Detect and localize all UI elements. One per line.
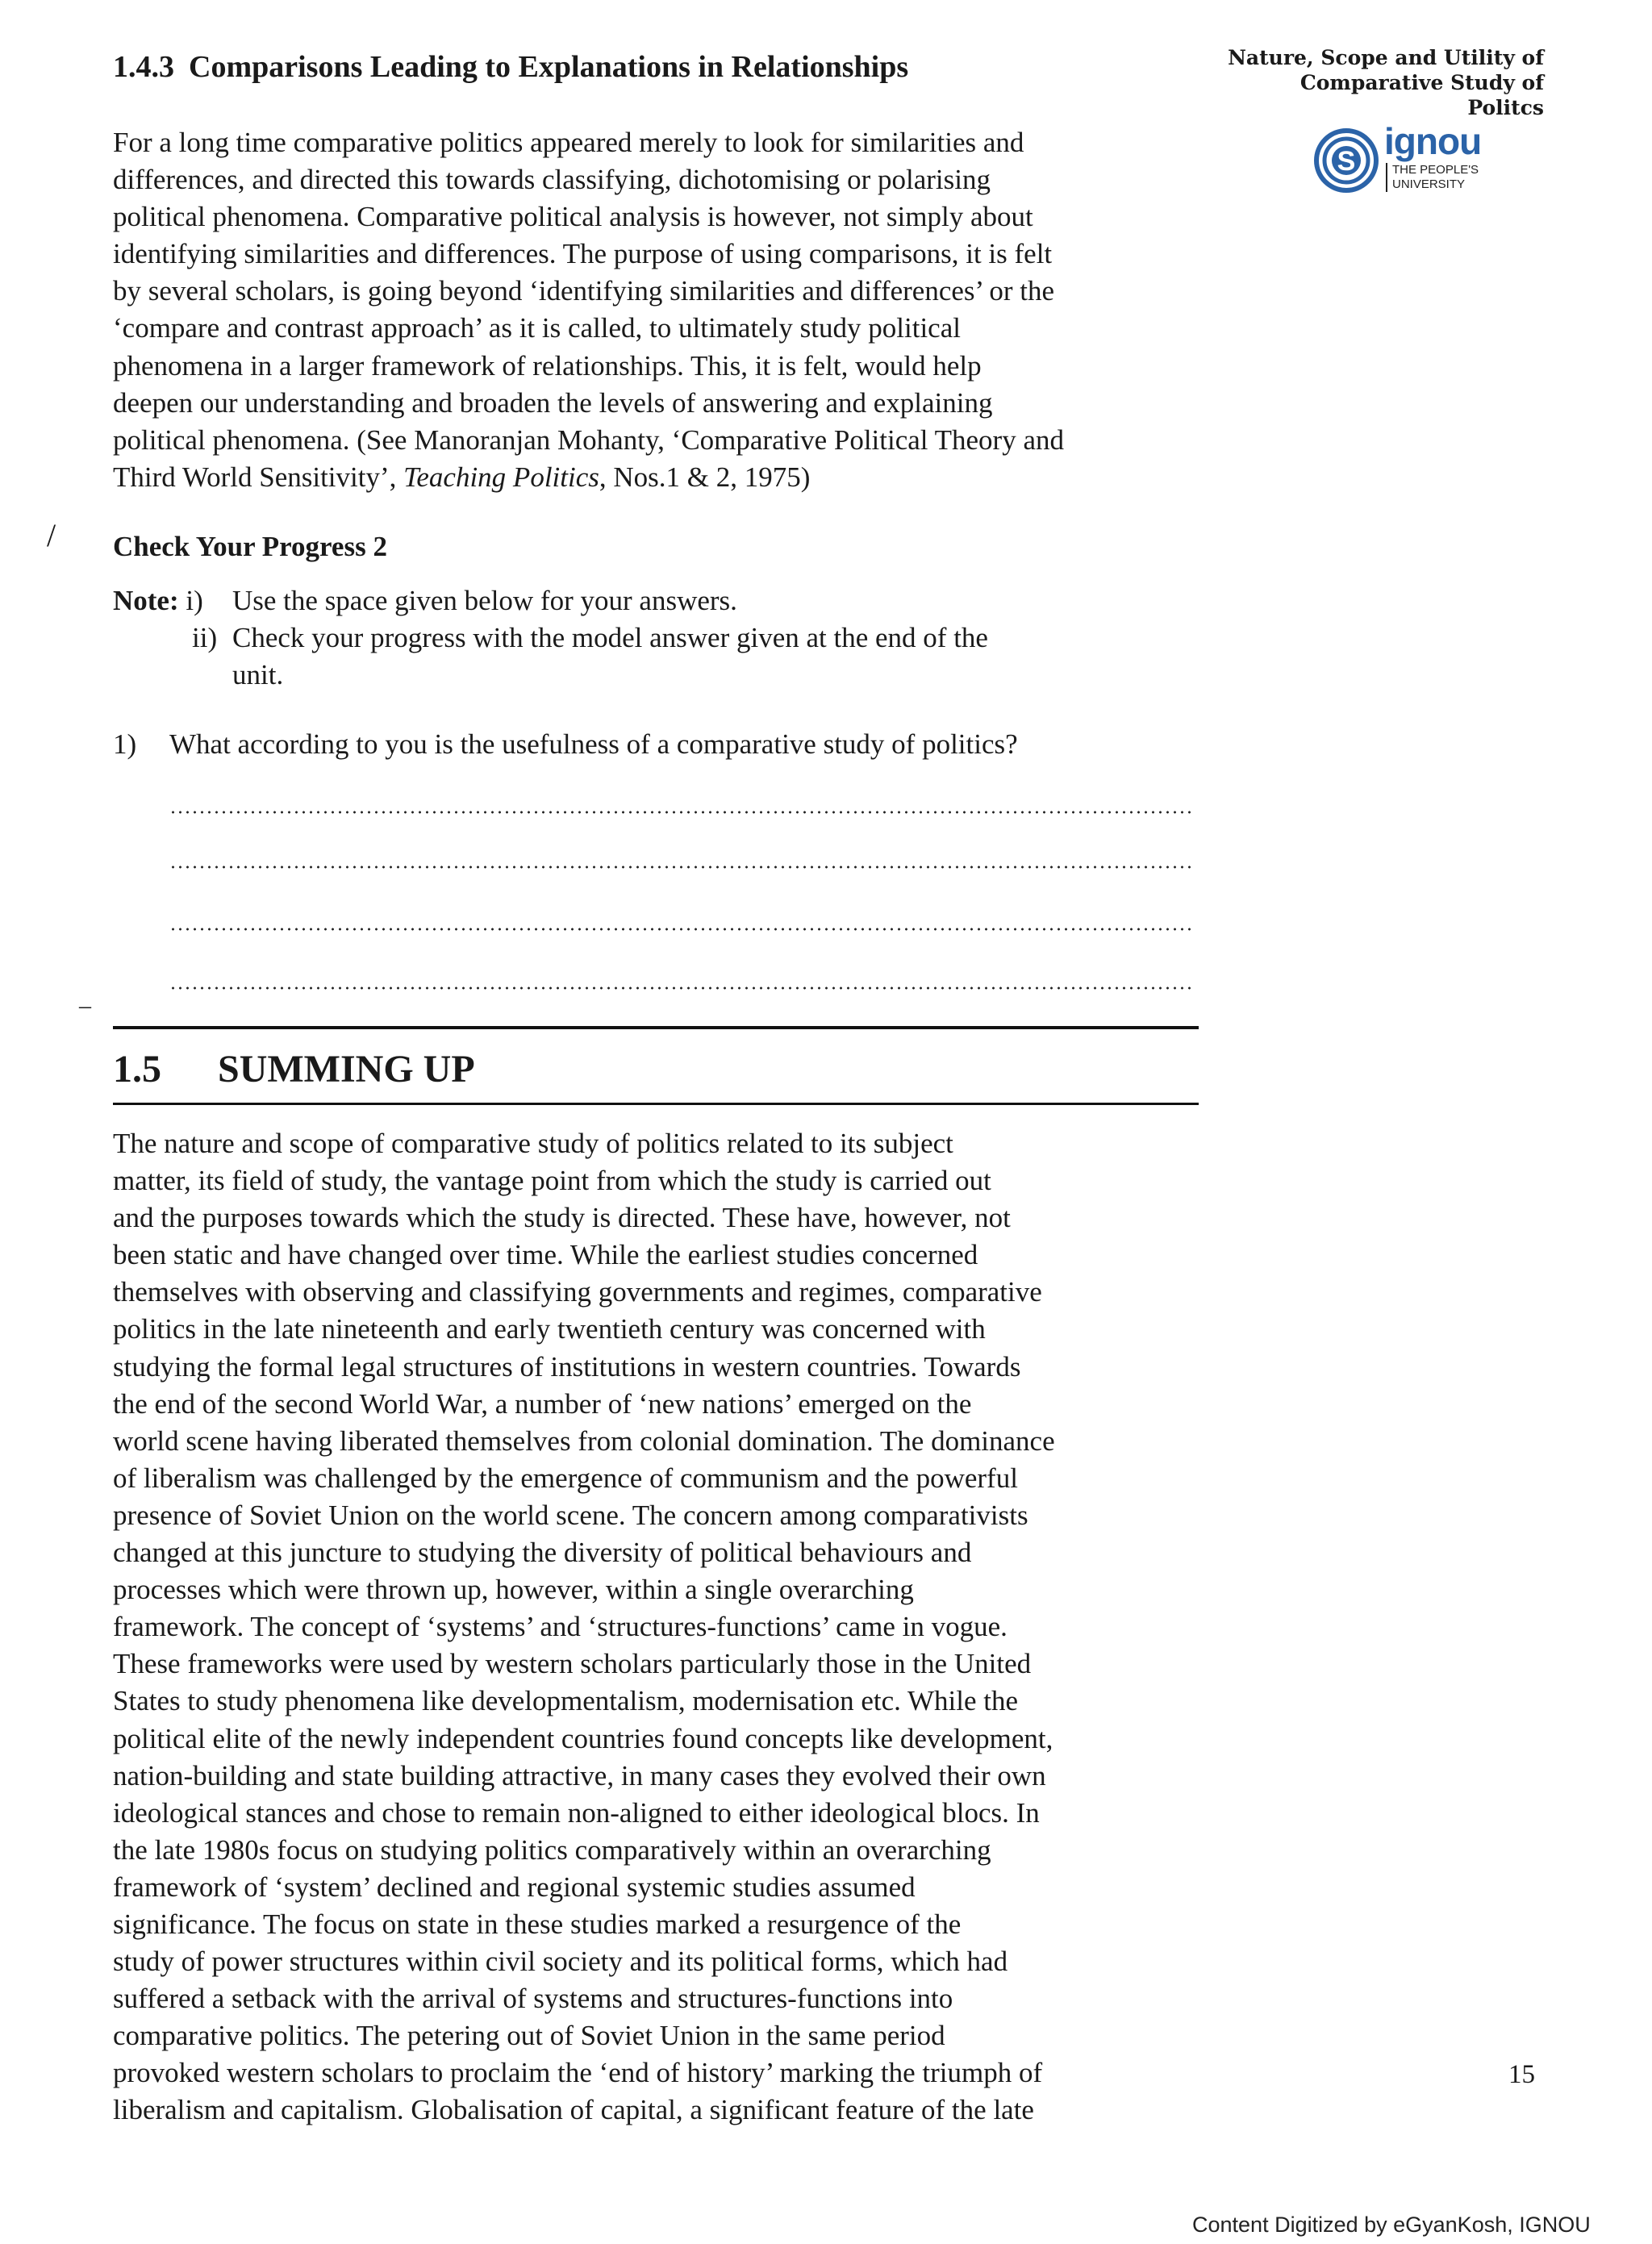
logo-tagline bbox=[1386, 163, 1479, 192]
text-line: identifying similarities and differences. The purpose of using comparisons, it is felt bbox=[113, 238, 1053, 270]
text-line: by several scholars, is going beyond ‘identifying similarities and differences’ or the bbox=[113, 275, 1054, 307]
text-line: the late 1980s focus on studying politics comparatively within an overarching bbox=[113, 1833, 991, 1866]
question bbox=[113, 726, 1018, 763]
text-line: framework of ‘system’ declined and regional systemic studies assumed bbox=[113, 1871, 916, 1903]
answer-line[interactable] bbox=[169, 865, 1194, 870]
note-index: i) bbox=[186, 585, 203, 616]
section-paragraph bbox=[113, 124, 1198, 496]
section-title: Comparisons Leading to Explanations in Relationships bbox=[189, 50, 909, 84]
text-line bbox=[113, 459, 1198, 496]
text-line: processes which were thrown up, however, within a single overarching bbox=[113, 1574, 914, 1606]
section-1-4-3 bbox=[113, 47, 1198, 496]
answer-line[interactable] bbox=[169, 810, 1194, 815]
text-line: provoked western scholars to proclaim the ‘end of history’ marking the triumph of bbox=[113, 2057, 1043, 2089]
text-line: The nature and scope of comparative study of politics related to its subject bbox=[113, 1128, 953, 1159]
citation-pre: Third World Sensitivity’, bbox=[113, 461, 404, 493]
text-line: framework. The concept of ‘systems’ and ‘structures-functions’ came in vogue. bbox=[113, 1611, 1007, 1643]
text-line: liberalism and capitalism. Globalisation of capital, a significant feature of the late bbox=[113, 2094, 1034, 2126]
note-text: Use the space given below for your answers. bbox=[232, 585, 737, 616]
text-line: These frameworks were used by western scholars particularly those in the United bbox=[113, 1648, 1032, 1680]
section-number: 1.5 bbox=[113, 1048, 161, 1091]
running-header-line: Politcs bbox=[1467, 96, 1544, 119]
text-line: For a long time comparative politics appeared merely to look for similarities and bbox=[113, 127, 1024, 158]
text-line: matter, its field of study, the vantage point from which the study is carried out bbox=[113, 1165, 991, 1197]
text-line: changed at this juncture to studying the diversity of political behaviours and bbox=[113, 1537, 972, 1569]
note-text: Check your progress with the model answer given at the end of the bbox=[232, 622, 988, 653]
pen-mark-dash: – bbox=[79, 992, 91, 1019]
section-rule-bottom bbox=[113, 1103, 1199, 1105]
summing-up-body bbox=[113, 1125, 1198, 2129]
question-number: 1) bbox=[113, 728, 137, 760]
answer-line[interactable] bbox=[169, 986, 1194, 991]
note-row bbox=[113, 582, 1198, 619]
section-heading bbox=[113, 47, 1198, 87]
text-line: political phenomena. Comparative political analysis is however, not simply about bbox=[113, 201, 1033, 233]
check-progress-notes bbox=[113, 582, 1198, 694]
svg-text:S: S bbox=[1337, 146, 1356, 177]
text-line: presence of Soviet Union on the world scene. The concern among comparativists bbox=[113, 1499, 1028, 1531]
text-line: ‘compare and contrast approach’ as it is called, to ultimately study political bbox=[113, 312, 961, 344]
citation-post: , Nos.1 & 2, 1975) bbox=[599, 461, 811, 493]
summing-up-heading bbox=[113, 1045, 475, 1094]
text-line: the end of the second World War, a number of ‘new nations’ emerged on the bbox=[113, 1387, 972, 1420]
text-line: deepen our understanding and broaden the levels of answering and explaining bbox=[113, 386, 993, 419]
text-line: and the purposes towards which the study is directed. These have, however, not bbox=[113, 1202, 1011, 1234]
logo-wordmark: ignou bbox=[1384, 120, 1482, 162]
note-tag bbox=[113, 582, 232, 619]
digitization-footer: Content Digitized by eGyanKosh, IGNOU bbox=[1192, 2213, 1591, 2237]
text-line: politics in the late nineteenth and early twentieth century was concerned with bbox=[113, 1313, 986, 1345]
note-row bbox=[113, 619, 1198, 657]
answer-line[interactable] bbox=[169, 927, 1194, 932]
page-number: 15 bbox=[1508, 2060, 1535, 2089]
text-line: differences, and directed this towards classifying, dichotomising or polarising bbox=[113, 164, 991, 196]
text-line: suffered a setback with the arrival of systems and structures-functions into bbox=[113, 1983, 953, 2015]
section-rule-top bbox=[113, 1026, 1199, 1029]
ignou-emblem-icon bbox=[1313, 127, 1379, 194]
question-text: What according to you is the usefulness of a comparative study of politics? bbox=[169, 728, 1018, 760]
text-line: been static and have changed over time. While the earliest studies concerned bbox=[113, 1239, 978, 1271]
text-line: of liberalism was challenged by the emergence of communism and the powerful bbox=[113, 1462, 1018, 1494]
note-label: Note: bbox=[113, 585, 179, 616]
section-number: 1.4.3 bbox=[113, 50, 174, 84]
journal-title: Teaching Politics bbox=[403, 461, 599, 493]
running-header-line: Nature, Scope and Utility of bbox=[1228, 46, 1544, 69]
text-line: world scene having liberated themselves from colonial domination. The dominance bbox=[113, 1424, 1055, 1457]
text-line: study of power structures within civil society and its political forms, which had bbox=[113, 1946, 1008, 1978]
text-line: States to study phenomena like developmentalism, modernisation etc. While the bbox=[113, 1685, 1019, 1717]
check-progress-title: Check Your Progress 2 bbox=[113, 531, 387, 562]
text-line: phenomena in a larger framework of relationships. This, it is felt, would help bbox=[113, 349, 982, 382]
logo-tagline-line: UNIVERSITY bbox=[1392, 177, 1466, 191]
section-title: SUMMING UP bbox=[218, 1048, 475, 1091]
note-row bbox=[113, 657, 1198, 694]
text-line: political elite of the newly independent countries found concepts like development, bbox=[113, 1722, 1053, 1754]
note-spacer bbox=[113, 657, 232, 694]
text-line: nation-building and state building attractive, in many cases they evolved their own bbox=[113, 1759, 1046, 1791]
running-header bbox=[1228, 45, 1544, 120]
running-header-line: Comparative Study of bbox=[1299, 71, 1544, 94]
text-line: political phenomena. (See Manoranjan Mohanty, ‘Comparative Political Theory and bbox=[113, 423, 1064, 456]
text-line: comparative politics. The petering out of Soviet Union in the same period bbox=[113, 2020, 945, 2052]
note-text-cont: unit. bbox=[232, 659, 284, 690]
text-line: ideological stances and chose to remain non-aligned to either ideological blocs. In bbox=[113, 1796, 1040, 1829]
summing-up-paragraph bbox=[113, 1125, 1198, 2129]
pen-mark-slash: / bbox=[47, 517, 56, 553]
note-index: ii) bbox=[192, 622, 218, 653]
text-line: studying the formal legal structures of institutions in western countries. Towards bbox=[113, 1350, 1021, 1383]
text-line: themselves with observing and classifying governments and regimes, comparative bbox=[113, 1276, 1042, 1308]
text-line: significance. The focus on state in these studies marked a resurgence of the bbox=[113, 1908, 962, 1940]
logo-tagline-line: THE PEOPLE'S bbox=[1392, 163, 1479, 177]
ignou-logo bbox=[1313, 121, 1491, 202]
